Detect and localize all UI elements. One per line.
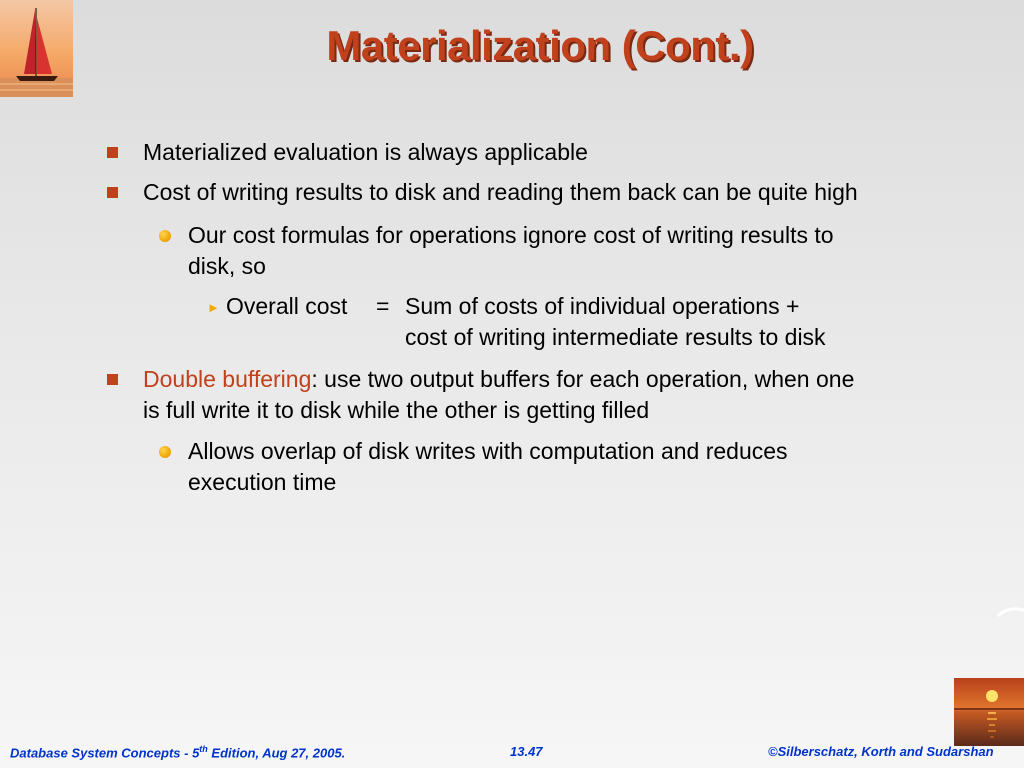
bullet-text-rest: : use two output buffers for each operation, when one <box>311 366 855 392</box>
sub-sub-bullet-text: Sum of costs of individual operations + <box>405 293 800 319</box>
slide-title: Materialization (Cont.) <box>326 22 754 69</box>
footer-copyright: ©Silberschatz, Korth and Sudarshan <box>768 744 994 759</box>
footer-superscript: th <box>199 744 208 754</box>
sub-sub-bullet-label: Overall cost <box>226 293 348 319</box>
sub-sub-bullet-equals: = <box>376 293 390 319</box>
sunset-logo <box>954 678 1024 746</box>
square-bullet-icon <box>107 147 118 158</box>
square-bullet-icon <box>107 374 118 385</box>
sub-bullet-text: execution time <box>188 469 337 495</box>
sub-bullet-text: Allows overlap of disk writes with computation and reduces <box>188 438 788 464</box>
footer-edition-date: Edition, Aug 27, 2005. <box>207 745 346 761</box>
footer-left <box>10 744 345 760</box>
sub-bullet-text: Our cost formulas for operations ignore cost of writing results to <box>188 222 834 248</box>
sub-bullet-text: disk, so <box>188 253 266 279</box>
double-buffering-term: Double buffering <box>143 366 312 392</box>
bullet-text: Cost of writing results to disk and reading them back can be quite high <box>143 179 858 205</box>
footer-page-number: 13.47 <box>510 744 543 759</box>
arrow-bullet-icon: ► <box>207 300 220 315</box>
bullet-text: Materialized evaluation is always applicable <box>143 139 588 165</box>
round-bullet-icon <box>159 446 171 458</box>
bullet-text <box>143 364 854 395</box>
footer-book-title: Database System Concepts - 5 <box>10 745 200 761</box>
sub-sub-bullet-text: cost of writing intermediate results to disk <box>405 324 826 350</box>
decorative-wave-icon <box>996 604 1024 620</box>
square-bullet-icon <box>107 187 118 198</box>
round-bullet-icon <box>159 230 171 242</box>
bullet-text: is full write it to disk while the other is getting filled <box>143 397 650 423</box>
